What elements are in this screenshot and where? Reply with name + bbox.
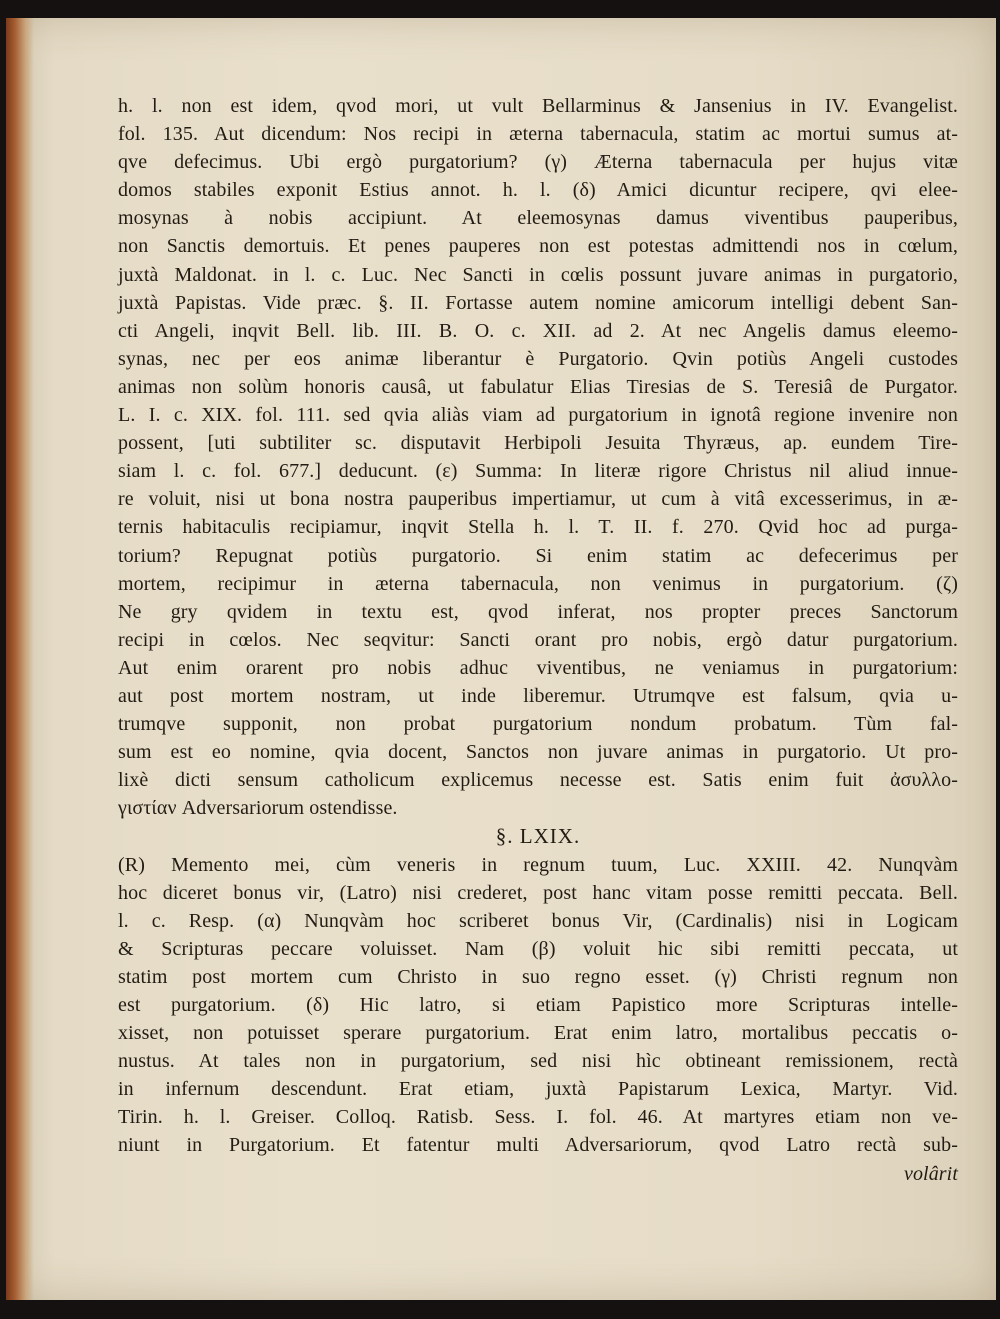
text-line: animas non solùm honoris causâ, ut fabulatur Elias Tiresias de S. Teresiâ de Purgator. <box>118 375 958 398</box>
text-line: aut post mortem nostram, ut inde liberemur. Utrumqve est falsum, qvia u- <box>118 684 958 707</box>
text-line: statim post mortem cum Christo in suo regno esset. (γ) Christi regnum non <box>118 965 958 988</box>
text-line: hoc diceret bonus vir, (Latro) nisi crederet, post hanc vitam posse remitti peccata. Bell. <box>118 881 958 904</box>
text-line: L. I. c. XIX. fol. 111. sed qvia aliàs viam ad purgatorium in ignotâ regione invenire non <box>118 404 958 427</box>
text-line: torium? Repugnat potiùs purgatorio. Si enim statim ac defecerimus per <box>118 544 958 567</box>
section-heading: §. LXIX. <box>495 824 581 849</box>
text-line: synas, nec per eos animæ liberantur è Purgatorio. Qvin potiùs Angeli custodes <box>118 347 958 370</box>
text-line: nustus. At tales non in purgatorium, sed nisi hìc obtineant remissionem, rectà <box>118 1050 958 1073</box>
text-line: juxtà Papistas. Vide præc. §. II. Fortasse autem nomine amicorum intelligi debent San- <box>118 291 958 314</box>
text-line: trumqve supponit, non probat purgatorium nondum probatum. Tùm fal- <box>118 713 958 736</box>
text-line: in infernum descendunt. Erat etiam, juxtà Papistarum Lexica, Martyr. Vid. <box>118 1078 958 1101</box>
text-line: fol. 135. Aut dicendum: Nos recipi in æterna tabernacula, statim ac mortui sumus at- <box>118 123 958 146</box>
text-line: Aut enim orarent pro nobis adhuc viventibus, ne veniamus in purgatorium: <box>118 656 958 679</box>
text-line: γιστίαν Adversariorum ostendisse. <box>118 797 398 820</box>
text-line: l. c. Resp. (α) Nunqvàm hoc scriberet bonus Vir, (Cardinalis) nisi in Logicam <box>118 909 958 932</box>
page-spine-edge <box>6 18 34 1300</box>
text-line: lixè dicti sensum catholicum explicemus necesse est. Satis enim fuit ἀσυλλο- <box>118 769 958 792</box>
text-line: non Sanctis demortuis. Et penes pauperes non est potestas admittendi nos in cœlum, <box>118 235 958 258</box>
text-line: niunt in Purgatorium. Et fatentur multi Adversariorum, qvod Latro rectà sub- <box>118 1134 958 1157</box>
text-line: juxtà Maldonat. in l. c. Luc. Nec Sancti in cœlis possunt juvare animas in purgatorio, <box>118 263 958 286</box>
text-line: cti Angeli, inqvit Bell. lib. III. B. O. c. XII. ad 2. At nec Angelis damus eleemo- <box>118 319 958 342</box>
text-line: h. l. non est idem, qvod mori, ut vult Bellarminus & Jansenius in IV. Evangelist. <box>118 95 958 117</box>
text-line: xisset, non potuisset sperare purgatorium. Erat enim latro, mortalibus peccatis o- <box>118 1022 958 1045</box>
text-line: Tirin. h. l. Greiser. Colloq. Ratisb. Sess. I. fol. 46. At martyres etiam non ve- <box>118 1106 958 1129</box>
text-line: domos stabiles exponit Estius annot. h. l. (δ) Amici dicuntur recipere, qvi elee- <box>118 179 958 202</box>
catchword: volârit <box>903 1162 958 1185</box>
text-line: siam l. c. fol. 677.] deducunt. (ε) Summa: In literæ rigore Christus nil aliud innue- <box>118 460 958 483</box>
text-line: mosynas à nobis accipiunt. At eleemosynas damus viventibus pauperibus, <box>118 207 958 230</box>
text-line: ternis habitaculis recipiamur, inqvit Stella h. l. T. II. f. 270. Qvid hoc ad purga- <box>118 516 958 539</box>
text-line: possent, [uti subtiliter sc. disputavit Herbipoli Jesuita Thyræus, ap. eundem Tire- <box>118 432 958 455</box>
text-line: est purgatorium. (δ) Hic latro, si etiam Papistico more Scripturas intelle- <box>118 994 958 1016</box>
page-text-block <box>118 92 958 1188</box>
text-line: & Scripturas peccare voluisset. Nam (β) voluit hic sibi remitti peccata, ut <box>118 937 958 960</box>
text-line: re voluit, nisi ut bona nostra pauperibus impertiamur, ut cum à vitâ excesserimus, in æ- <box>118 488 958 511</box>
text-line: Ne gry qvidem in textu est, qvod inferat, nos propter preces Sanctorum <box>118 600 958 623</box>
text-line: (R) Memento mei, cùm veneris in regnum tuum, Luc. XXIII. 42. Nunqvàm <box>118 853 958 876</box>
text-line: mortem, recipimur in æterna tabernacula, non venimus in purgatorium. (ζ) <box>118 572 958 595</box>
text-line: sum est eo nomine, qvia docent, Sanctos non juvare animas in purgatorio. Ut pro- <box>118 741 958 764</box>
text-line: recipi in cœlos. Nec seqvitur: Sancti orant pro nobis, ergò datur purgatorium. <box>118 628 958 651</box>
text-line: qve defecimus. Ubi ergò purgatorium? (γ) Æterna tabernacula per hujus vitæ <box>118 151 958 174</box>
